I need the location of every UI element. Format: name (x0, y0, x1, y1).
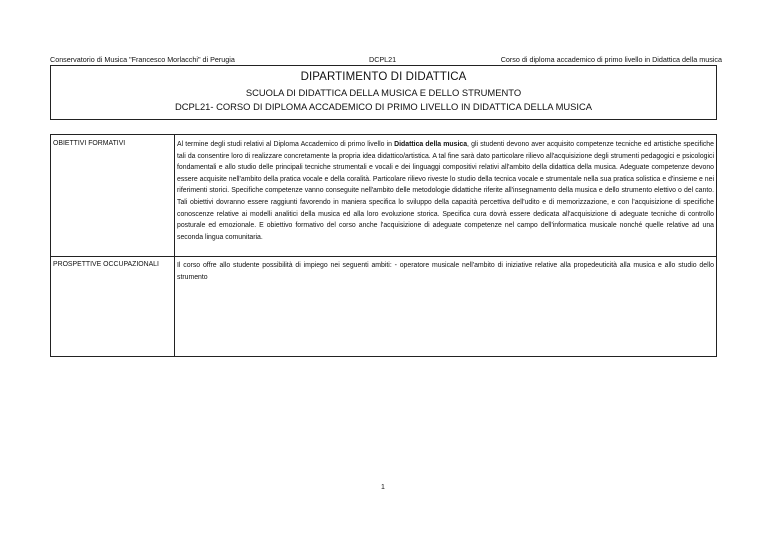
obiettivi-text-rest: , gli studenti devono aver acquisito competenze tecniche ed artistiche specifiche tali da consentire loro di realizzare concretamente la propria idea didattico/artistica. A tal fine sarà dato particolare rilievo all'acquisizione degli strumenti pedagogici e psicologici fondamentali e allo studio delle principali tecniche strumentali e vocali e dei linguaggi compositivi relativi all'ambito della didattica della musica. Adeguate competenze devono essere acquisite nell'ambito della pratica vocale e della coralità. Particolare rilievo riveste lo studio della tecnica vocale e strumentale nella sua pratica solistica e d'insieme e nei riferimenti storici. Specifiche competenze vanno conseguite nell'ambito delle metodologie didattiche riferite all'insegnamento della musica e dello strumento elettivo o del canto. Tali obiettivi dovranno essere raggiunti favorendo in maniera specifica lo sviluppo della capacità percettiva dell'udito e di memorizzazione, e con l'acquisizione di specifiche conoscenze relative ai modelli analitici della musica ed alla loro evoluzione storica. Specifica cura dovrà essere dedicata all'acquisizione di adeguate tecniche di controllo posturale ed emozionale. E obiettivo formativo del corso anche l'acquisizione di adeguate competenze nel campo dell'informatica musicale nonché quelle relative ad una seconda lingua comunitaria. (177, 141, 714, 241)
obiettivi-text-bold: Didattica della musica (394, 141, 468, 148)
header-institution: Conservatorio di Musica "Francesco Morlacchi" di Perugia (50, 55, 235, 64)
row-label-prospettive: PROSPETTIVE OCCUPAZIONALI (53, 261, 159, 268)
department-title: DIPARTIMENTO DI DIDATTICA (300, 71, 467, 83)
title-box (50, 65, 717, 120)
header-course-name: Corso di diploma accademico di primo livello in Didattica della musica (500, 55, 722, 64)
school-title: SCUOLA DI DIDATTICA DELLA MUSICA E DELLO STRUMENTO (245, 87, 522, 98)
header-course-code: DCPL21 (369, 55, 397, 64)
table-row-obiettivi (51, 135, 716, 257)
page-number: 1 (381, 484, 385, 491)
table-row-prospettive (51, 256, 716, 356)
obiettivi-text-start: Al termine degli studi relativi al Diploma Accademico di primo livello in (177, 141, 395, 148)
info-table (50, 134, 717, 357)
row-content-obiettivi (177, 139, 714, 243)
row-label-obiettivi: OBIETTIVI FORMATIVI (53, 140, 126, 147)
course-title: DCPL21- CORSO DI DIPLOMA ACCADEMICO DI PRIMO LIVELLO IN DIDATTICA DELLA MUSICA (174, 101, 593, 112)
row-content-prospettive: Il corso offre allo studente possibilità di impiego nei seguenti ambiti: - operatore musicale nell'ambito di iniziative relative alla propedeuticità alla musica e allo studio dello strumento (177, 262, 714, 281)
